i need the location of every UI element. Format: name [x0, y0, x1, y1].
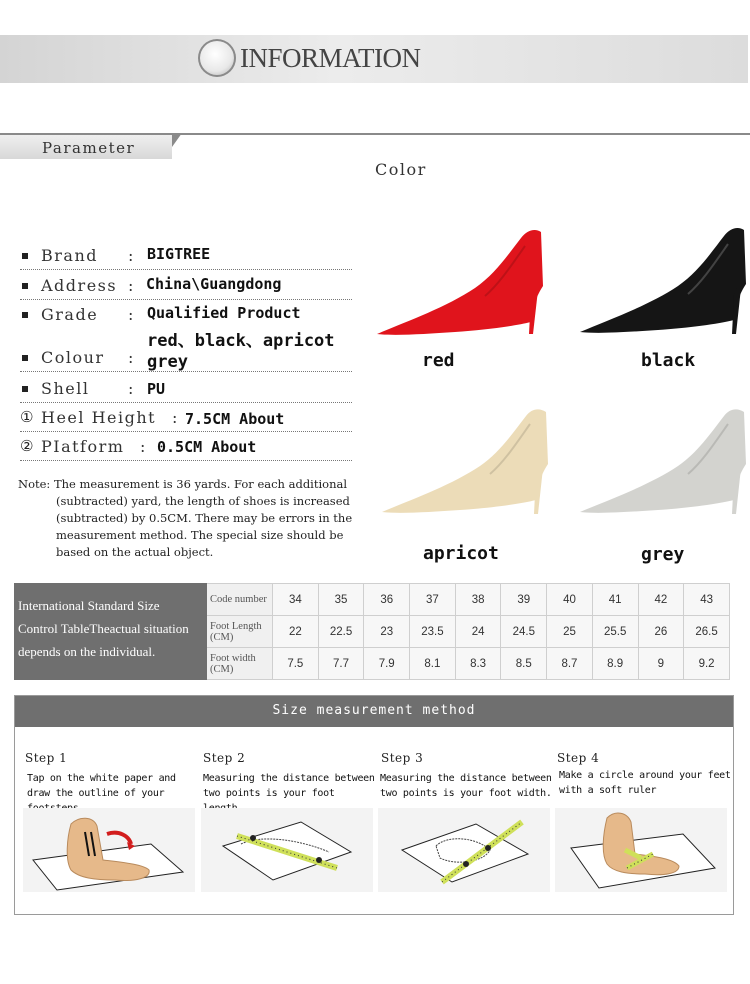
spec-colon: : [128, 379, 134, 398]
color-label-black: black [641, 350, 696, 371]
table-cell: 43 [684, 584, 730, 616]
table-cell: 22.5 [318, 616, 364, 648]
table-cell: 9.2 [684, 648, 730, 680]
spec-value: Qualified Product [147, 304, 301, 322]
row-header: Foot Length (CM) [207, 616, 273, 648]
step-1-panel [23, 808, 195, 892]
table-cell: 24.5 [501, 616, 547, 648]
color-label-grey: grey [641, 544, 685, 565]
table-cell: 40 [547, 584, 593, 616]
note-prefix: Note: [18, 477, 51, 491]
spec-colon: : [128, 276, 134, 295]
spec-label: Heel Height [41, 408, 157, 427]
spec-row-address [20, 275, 352, 300]
step-4-panel [555, 808, 727, 892]
row-header: Foot width (CM) [207, 648, 273, 680]
intro-line: Control TableTheactual situation [18, 621, 189, 636]
table-cell: 7.9 [364, 648, 410, 680]
size-table-intro [15, 584, 207, 680]
foot-outline-icon [23, 808, 195, 892]
table-cell: 39 [501, 584, 547, 616]
note-line: The measurement is 36 yards. For each additional [53, 477, 348, 491]
spec-row-grade [20, 304, 352, 324]
table-cell: 36 [364, 584, 410, 616]
measurement-note [18, 476, 378, 561]
spec-row-platform [20, 436, 352, 461]
table-cell: 8.1 [410, 648, 456, 680]
parameter-label: Parameter [42, 139, 136, 157]
circled-one-icon: ① [20, 408, 34, 426]
note-line: based on the actual object. [56, 545, 214, 559]
table-cell: 38 [455, 584, 501, 616]
step-3-panel [378, 808, 550, 892]
step-4-title: Step 4 [557, 751, 600, 765]
color-label-apricot: apricot [423, 543, 499, 564]
table-cell: 8.3 [455, 648, 501, 680]
shoe-shape [377, 230, 543, 335]
spec-colon: : [172, 408, 178, 427]
step-3-desc: Measuring the distance between two points is your foot width. [380, 773, 552, 799]
step-1-title: Step 1 [25, 751, 68, 765]
table-cell: 26 [638, 616, 684, 648]
spec-value: 0.5CM About [157, 438, 257, 456]
foot-width-ruler-icon [378, 808, 550, 892]
table-cell: 25 [547, 616, 593, 648]
table-cell: 8.9 [592, 648, 638, 680]
black-shoe-image [578, 226, 748, 338]
banner-circle-icon [198, 39, 236, 77]
step-2-panel [201, 808, 373, 892]
shoe-shape [580, 409, 746, 514]
note-line: (subtracted) by 0.5CM. There may be errors in the [56, 511, 353, 525]
colour-value-line2: grey [147, 352, 188, 372]
table-cell: 8.5 [501, 648, 547, 680]
red-shoe-image [375, 226, 545, 338]
spec-value: PU [147, 380, 166, 398]
step-3-title: Step 3 [381, 751, 424, 765]
spec-label: PIatform [41, 437, 125, 456]
bullet-icon [22, 355, 28, 361]
parameter-divider [0, 133, 750, 135]
table-cell: 24 [455, 616, 501, 648]
spec-colon: : [140, 437, 146, 456]
grey-shoe-image [578, 408, 748, 518]
note-line: measurement method. The special size should be [56, 528, 344, 542]
color-heading: Color [375, 160, 427, 179]
table-row [15, 584, 730, 616]
shoe-shape [382, 409, 548, 514]
step-2-desc: Measuring the distance between two points is your foot [203, 773, 375, 799]
spec-value: China\Guangdong [146, 275, 282, 293]
step-1-desc: Tap on the white paper and draw the outline of your [27, 773, 176, 799]
colour-value-line1: red、black、apricot [147, 331, 335, 351]
table-cell: 37 [410, 584, 456, 616]
row-header: Code number [207, 584, 273, 616]
table-cell: 42 [638, 584, 684, 616]
table-cell: 8.7 [547, 648, 593, 680]
spec-label: Shell [41, 379, 90, 398]
table-cell: 41 [592, 584, 638, 616]
note-line: (subtracted) yard, the length of shoes is increased [56, 494, 350, 508]
step-4-desc: Make a circle around your feet with a soft ruler [559, 770, 731, 796]
spec-label: Colour [41, 348, 105, 367]
spec-label: Grade [41, 305, 99, 324]
spec-colon: : [128, 348, 134, 367]
table-cell: 9 [638, 648, 684, 680]
bullet-icon [22, 386, 28, 392]
spec-row-brand [20, 245, 352, 270]
table-cell: 7.7 [318, 648, 364, 680]
bullet-icon [22, 283, 28, 289]
spec-label: Address [41, 276, 118, 295]
table-cell: 25.5 [592, 616, 638, 648]
spec-colon: : [128, 246, 134, 265]
table-cell: 34 [273, 584, 319, 616]
foot-length-ruler-icon [201, 808, 373, 892]
circled-two-icon: ② [20, 437, 34, 455]
bullet-icon [22, 253, 28, 259]
table-cell: 22 [273, 616, 319, 648]
apricot-shoe-image [380, 408, 550, 518]
spec-value: BIGTREE [147, 245, 211, 263]
step-2-title: Step 2 [203, 751, 246, 765]
color-label-red: red [422, 350, 455, 371]
size-table [14, 583, 730, 680]
table-cell: 35 [318, 584, 364, 616]
intro-line: International Standard Size [18, 598, 160, 613]
spec-colon: : [128, 305, 134, 324]
table-cell: 26.5 [684, 616, 730, 648]
bullet-icon [22, 312, 28, 318]
shoe-shape [580, 228, 746, 334]
table-cell: 23.5 [410, 616, 456, 648]
spec-row-heel-height [20, 407, 352, 432]
parameter-tab-notch [172, 133, 182, 147]
spec-label: Brand [41, 246, 98, 265]
soft-ruler-circle-icon [555, 808, 727, 892]
table-cell: 7.5 [273, 648, 319, 680]
measurement-title: Size measurement method [272, 703, 476, 718]
intro-line: depends on the individual. [18, 644, 156, 659]
page-title: INFORMATION [240, 43, 421, 73]
spec-row-shell [20, 378, 352, 403]
spec-value: 7.5CM About [185, 410, 285, 428]
table-cell: 23 [364, 616, 410, 648]
